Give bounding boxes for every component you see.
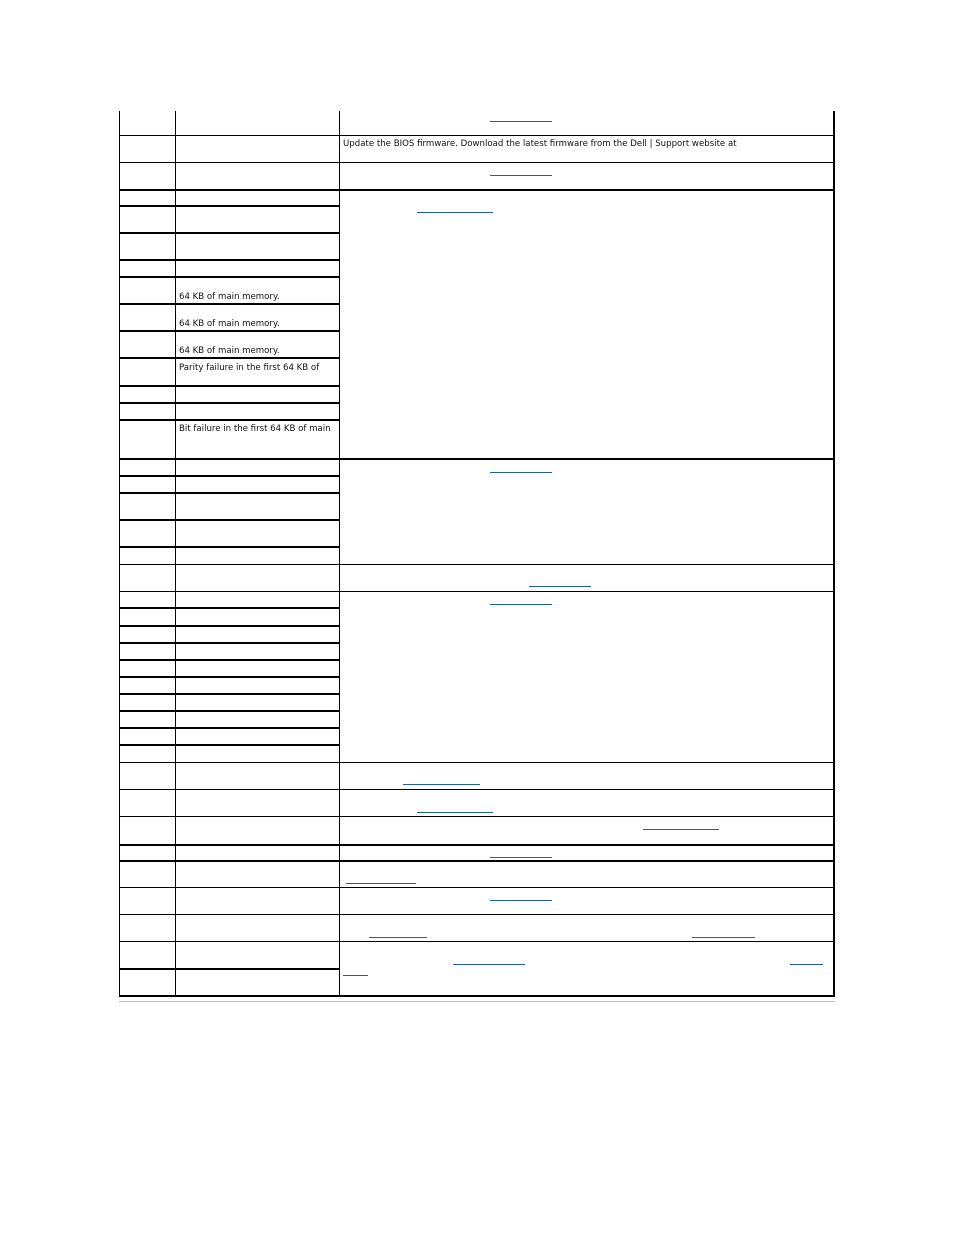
description-main-memory: 64 KB of main memory. — [179, 319, 280, 329]
row-line-partial — [119, 232, 340, 234]
column-divider-2 — [339, 111, 340, 997]
row-line — [119, 762, 835, 763]
row-line-partial — [119, 276, 340, 278]
support-link[interactable] — [490, 472, 552, 473]
row-line-partial — [119, 676, 340, 678]
column-divider-1 — [175, 111, 176, 997]
row-line-partial — [119, 744, 340, 746]
row-line-partial — [119, 385, 340, 387]
row-line — [119, 860, 835, 862]
row-line-partial — [119, 419, 340, 421]
row-line-partial — [119, 727, 340, 729]
row-line — [119, 564, 835, 565]
row-line-partial — [119, 519, 340, 521]
table-right-border — [833, 111, 835, 997]
support-link[interactable] — [343, 975, 368, 976]
support-link[interactable] — [692, 937, 755, 938]
row-line-partial — [119, 710, 340, 712]
row-line — [119, 162, 835, 163]
description-main-memory: 64 KB of main memory. — [179, 346, 280, 356]
row-line — [119, 816, 835, 817]
support-link[interactable] — [643, 829, 719, 830]
support-link[interactable] — [417, 812, 493, 813]
row-line-partial — [119, 205, 340, 207]
row-line — [119, 914, 835, 915]
table-bottom-border — [119, 995, 835, 997]
support-link[interactable] — [529, 586, 591, 587]
footer-rule — [119, 1001, 835, 1002]
row-line-partial — [119, 259, 340, 261]
row-line — [119, 789, 835, 790]
row-line-partial — [119, 625, 340, 627]
row-line — [119, 591, 835, 592]
support-link[interactable] — [790, 964, 823, 965]
row-line-partial — [119, 330, 340, 332]
support-link[interactable] — [369, 937, 427, 938]
row-line-partial — [119, 357, 340, 359]
row-line-partial — [119, 968, 340, 970]
description-main-memory: 64 KB of main memory. — [179, 292, 280, 302]
row-line-partial — [119, 607, 340, 609]
support-link[interactable] — [453, 964, 525, 965]
table-left-border — [119, 111, 120, 997]
row-line — [119, 941, 835, 942]
row-line-partial — [119, 303, 340, 305]
row-line — [119, 887, 835, 888]
row-line-partial — [119, 546, 340, 548]
support-link[interactable] — [417, 212, 493, 213]
row-line — [119, 844, 835, 846]
row-line-partial — [119, 492, 340, 494]
row-line-partial — [119, 475, 340, 477]
support-link[interactable] — [346, 883, 416, 884]
support-link[interactable] — [403, 784, 480, 785]
description-parity-failure: Parity failure in the first 64 KB of — [179, 363, 320, 373]
action-update-bios: Update the BIOS firmware. Download the latest firmware from the Dell | Support website at — [343, 139, 737, 149]
support-link[interactable] — [490, 857, 552, 858]
row-line — [119, 458, 835, 460]
description-bit-failure: Bit failure in the first 64 KB of main — [179, 424, 331, 434]
row-line — [119, 189, 835, 191]
row-line — [119, 135, 835, 136]
row-line-partial — [119, 402, 340, 404]
support-link[interactable] — [490, 175, 552, 176]
row-line-partial — [119, 642, 340, 644]
support-link[interactable] — [490, 604, 552, 605]
row-line-partial — [119, 693, 340, 695]
support-link[interactable] — [490, 900, 552, 901]
row-line-partial — [119, 659, 340, 661]
support-link[interactable] — [490, 121, 552, 122]
